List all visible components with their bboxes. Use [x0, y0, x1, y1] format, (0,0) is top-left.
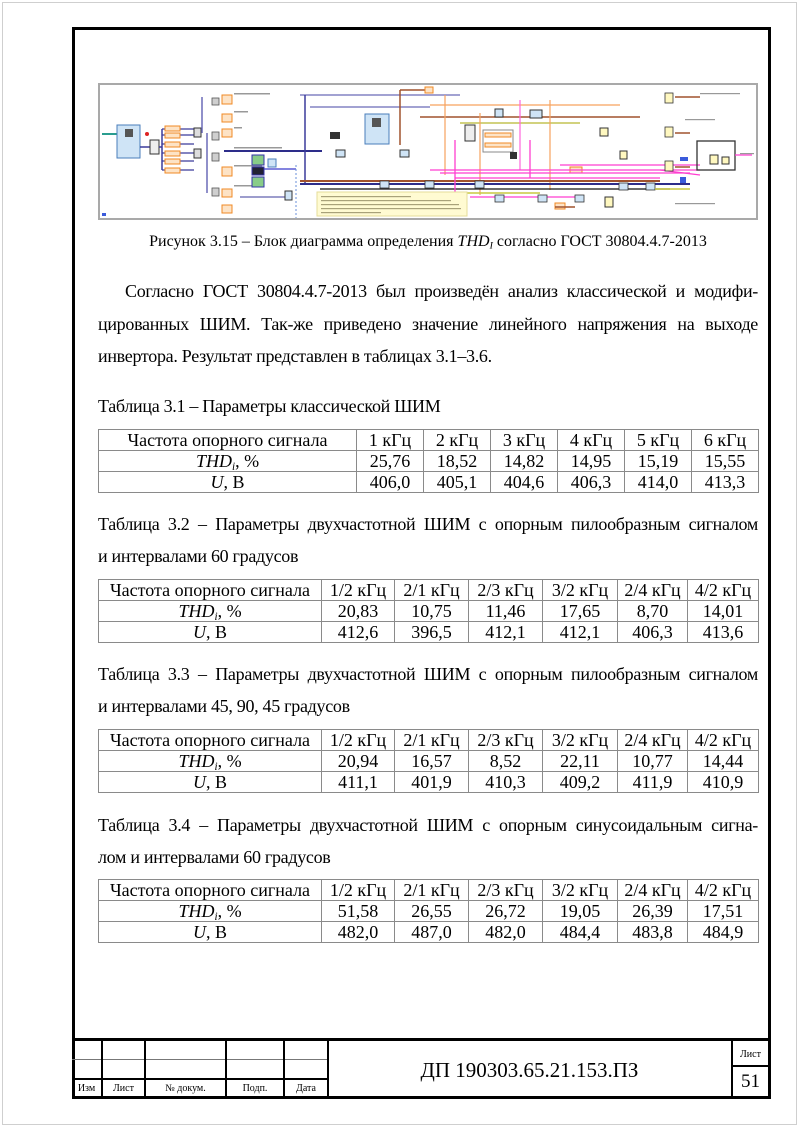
title-block-cell: [145, 1041, 226, 1060]
figure-caption: [98, 232, 758, 252]
label-list: Лист: [102, 1079, 145, 1098]
header-cell: 4 кГц: [558, 430, 625, 451]
header-cell: 1/2 кГц: [322, 730, 395, 751]
header-cell: 4/2 кГц: [688, 730, 759, 751]
u-unit: , В: [205, 622, 227, 642]
header-cell: 2/1 кГц: [395, 730, 469, 751]
figure-caption-suffix: согласно ГОСТ 30804.4.7-2013: [492, 233, 707, 250]
table-3-2: [98, 579, 759, 643]
header-cell: 2/3 кГц: [469, 730, 543, 751]
header-label: Частота опорного сигнала: [99, 730, 322, 751]
table-cell: 26,39: [618, 901, 688, 922]
label-izm: Изм: [72, 1079, 102, 1098]
table-row-thd: [99, 901, 759, 922]
header-cell: 4/2 кГц: [688, 880, 759, 901]
row-label-thd: [99, 751, 322, 772]
thd-subscript: i: [214, 760, 218, 772]
table-header-row: [99, 580, 759, 601]
table-cell: 406,3: [558, 472, 625, 493]
header-cell: 1/2 кГц: [322, 880, 395, 901]
table-3-4: [98, 879, 759, 943]
table-cell: 14,44: [688, 751, 759, 772]
figure-caption-thd-sub: I: [489, 240, 493, 252]
table-cell: 17,51: [688, 901, 759, 922]
table-cell: 414,0: [625, 472, 692, 493]
sheet-label: Лист: [733, 1041, 768, 1067]
row-label-u: [99, 772, 322, 793]
table-cell: 484,9: [688, 922, 759, 943]
table-caption-3-1: [98, 390, 758, 422]
label-date: Дата: [284, 1079, 328, 1098]
paragraph-line: инвертора. Результат представлен в таблицах 3.1–3.6.: [98, 346, 492, 366]
table-cell: 484,4: [543, 922, 618, 943]
table-row-u: [99, 472, 759, 493]
table-caption-line: Таблица 3.3 – Параметры двухчастотной ШИМ с опорным пилообразным сигналом: [98, 664, 758, 684]
table-cell: 396,5: [395, 622, 469, 643]
table-cell: 401,9: [395, 772, 469, 793]
table-cell: 18,52: [424, 451, 491, 472]
header-cell: 2/4 кГц: [618, 880, 688, 901]
header-cell: 2/3 кГц: [469, 580, 543, 601]
table-cell: 411,9: [618, 772, 688, 793]
title-block-row: [72, 1060, 328, 1080]
header-cell: 4/2 кГц: [688, 580, 759, 601]
thd-symbol: THD: [178, 751, 215, 771]
table-cell: 409,2: [543, 772, 618, 793]
table-cell: 412,1: [469, 622, 543, 643]
table-cell: 15,55: [692, 451, 759, 472]
block-diagram-figure: [98, 83, 758, 220]
header-cell: 2 кГц: [424, 430, 491, 451]
header-label: Частота опорного сигнала: [99, 880, 322, 901]
title-block-cell: [284, 1041, 328, 1060]
paragraph-line: цированных ШИМ. Так-же приведено значение линейного напряжения на выходе: [98, 313, 758, 334]
figure-caption-thd: THD: [457, 233, 490, 250]
thd-symbol: THD: [178, 601, 215, 621]
thd-unit: , %: [217, 601, 242, 621]
title-block-row: [72, 1041, 328, 1060]
title-block-labels-row: [72, 1079, 328, 1098]
table-row-thd: [99, 451, 759, 472]
header-label: Частота опорного сигнала: [99, 580, 322, 601]
row-label-u: [99, 472, 357, 493]
table-header-row: [99, 880, 759, 901]
thd-subscript: i: [214, 610, 218, 622]
thd-unit: , %: [217, 901, 242, 921]
table-cell: 16,57: [395, 751, 469, 772]
header-cell: 3/2 кГц: [543, 730, 618, 751]
thd-symbol: THD: [195, 451, 232, 471]
table-cell: 8,70: [618, 601, 688, 622]
label-signature: Подп.: [226, 1079, 284, 1098]
table-row-u: [99, 922, 759, 943]
table-cell: 410,9: [688, 772, 759, 793]
table-cell: 25,76: [357, 451, 424, 472]
table-row-thd: [99, 601, 759, 622]
table-cell: 412,1: [543, 622, 618, 643]
paragraph-line: Согласно ГОСТ 30804.4.7-2013 был произведён анализ классической и модифи-: [125, 281, 758, 301]
table-cell: 14,95: [558, 451, 625, 472]
table-caption-line: лом и интервалами 60 градусов: [98, 847, 331, 867]
header-cell: 3 кГц: [491, 430, 558, 451]
table-caption-3-4: [98, 809, 758, 873]
header-cell: 3/2 кГц: [543, 580, 618, 601]
u-symbol: U: [192, 622, 206, 642]
thd-subscript: i: [214, 910, 218, 922]
header-cell: 2/1 кГц: [395, 880, 469, 901]
table-cell: 8,52: [469, 751, 543, 772]
title-block-cell: [102, 1060, 145, 1080]
title-block-cell: [226, 1041, 284, 1060]
table-cell: 14,01: [688, 601, 759, 622]
body-paragraph: [98, 275, 758, 373]
table-caption-line: Таблица 3.4 – Параметры двухчастотной ШИМ с опорным синусоидальным сигна-: [98, 815, 758, 835]
table-cell: 411,1: [322, 772, 395, 793]
label-doc-number: № докум.: [145, 1079, 226, 1098]
title-block: [72, 1038, 771, 1099]
table-cell: 404,6: [491, 472, 558, 493]
table-cell: 487,0: [395, 922, 469, 943]
table-cell: 406,3: [618, 622, 688, 643]
title-block-cell: [145, 1060, 226, 1080]
u-unit: , В: [205, 922, 227, 942]
thd-unit: , %: [217, 751, 242, 771]
table-cell: 20,94: [322, 751, 395, 772]
table-3-1: [98, 429, 759, 493]
table-row-u: [99, 622, 759, 643]
table-cell: 410,3: [469, 772, 543, 793]
table-cell: 482,0: [322, 922, 395, 943]
row-label-thd: [99, 601, 322, 622]
table-cell: 482,0: [469, 922, 543, 943]
table-caption-3-2: [98, 508, 758, 572]
table-cell: 22,11: [543, 751, 618, 772]
title-block-cell: [226, 1060, 284, 1080]
header-cell: 6 кГц: [692, 430, 759, 451]
header-cell: 5 кГц: [625, 430, 692, 451]
thd-symbol: THD: [178, 901, 215, 921]
header-cell: 1 кГц: [357, 430, 424, 451]
table-cell: 406,0: [357, 472, 424, 493]
sheet-number: 51: [741, 1071, 760, 1092]
table-cell: 405,1: [424, 472, 491, 493]
figure-caption-prefix: Рисунок 3.15 – Блок диаграмма определения: [149, 233, 458, 250]
table-caption-line: Таблица 3.2 – Параметры двухчастотной ШИМ с опорным пилообразным сигналом: [98, 514, 758, 534]
table-cell: 412,6: [322, 622, 395, 643]
document-code: ДП 190303.65.21.153.ПЗ: [420, 1058, 639, 1082]
table-cell: 17,65: [543, 601, 618, 622]
table-cell: 19,05: [543, 901, 618, 922]
thd-unit: , %: [235, 451, 260, 471]
title-block-cell: [72, 1060, 102, 1080]
table-caption-3-3: [98, 658, 758, 722]
header-label: Частота опорного сигнала: [99, 430, 357, 451]
table-cell: 483,8: [618, 922, 688, 943]
title-block-cell: [72, 1041, 102, 1060]
table-caption-line: и интервалами 60 градусов: [98, 546, 299, 566]
table-cell: 413,6: [688, 622, 759, 643]
table-header-row: [99, 430, 759, 451]
thd-subscript: i: [231, 460, 236, 472]
row-label-u: [99, 922, 322, 943]
table-3-3: [98, 729, 759, 793]
row-label-thd: [99, 901, 322, 922]
sheet-box: [731, 1041, 768, 1099]
header-cell: 2/4 кГц: [618, 730, 688, 751]
header-cell: 1/2 кГц: [322, 580, 395, 601]
table-header-row: [99, 730, 759, 751]
table-caption-line: и интервалами 45, 90, 45 градусов: [98, 696, 350, 716]
row-label-thd: [99, 451, 357, 472]
table-row-thd: [99, 751, 759, 772]
labview-block-diagram-icon: [100, 85, 756, 218]
u-symbol: U: [210, 472, 224, 492]
table-cell: 20,83: [322, 601, 395, 622]
table-row-u: [99, 772, 759, 793]
table-cell: 26,55: [395, 901, 469, 922]
header-cell: 2/1 кГц: [395, 580, 469, 601]
u-unit: , В: [205, 772, 227, 792]
u-symbol: U: [192, 772, 206, 792]
u-unit: , В: [223, 472, 245, 492]
table-caption-line: Таблица 3.1 – Параметры классической ШИМ: [98, 396, 441, 416]
table-cell: 14,82: [491, 451, 558, 472]
header-cell: 2/3 кГц: [469, 880, 543, 901]
table-cell: 413,3: [692, 472, 759, 493]
title-block-cell: [102, 1041, 145, 1060]
table-cell: 15,19: [625, 451, 692, 472]
table-cell: 10,75: [395, 601, 469, 622]
table-cell: 11,46: [469, 601, 543, 622]
header-cell: 3/2 кГц: [543, 880, 618, 901]
table-cell: 51,58: [322, 901, 395, 922]
table-cell: 10,77: [618, 751, 688, 772]
table-cell: 26,72: [469, 901, 543, 922]
title-block-grid: [72, 1041, 329, 1098]
header-cell: 2/4 кГц: [618, 580, 688, 601]
row-label-u: [99, 622, 322, 643]
u-symbol: U: [192, 922, 206, 942]
title-block-cell: [284, 1060, 328, 1080]
